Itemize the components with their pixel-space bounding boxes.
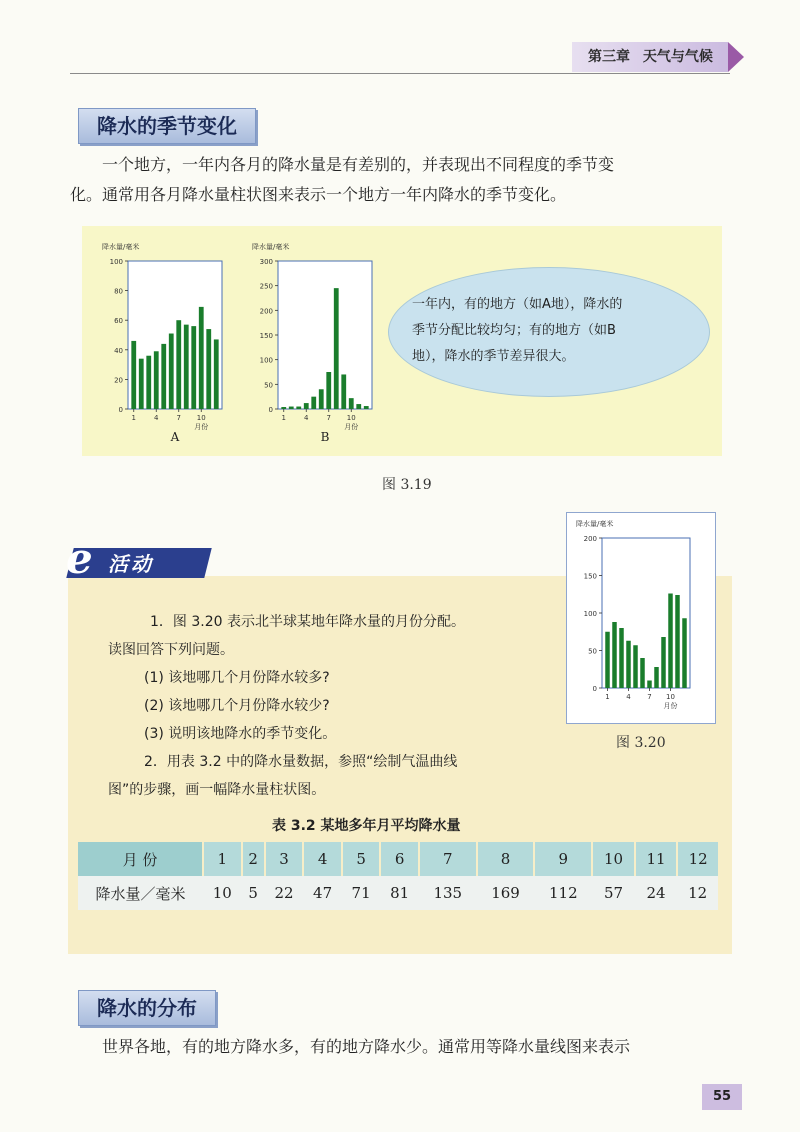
table-value: 81	[380, 876, 419, 910]
figure-319-charts	[82, 226, 382, 456]
bar	[675, 595, 679, 688]
table-value: 10	[203, 876, 242, 910]
x-axis-label: 月份	[344, 423, 359, 431]
q2-line2: 图”的步骤，画一幅降水量柱状图。	[108, 782, 326, 798]
activity-label: 活动	[108, 552, 154, 576]
note-line-3: 地），降水的季节差异很大。	[412, 349, 575, 364]
x-tick-label: 10	[666, 693, 675, 701]
y-tick-label: 100	[259, 356, 273, 365]
table-header-label: 月 份	[78, 842, 203, 876]
bar	[214, 339, 219, 409]
bar	[326, 372, 331, 409]
bar	[191, 326, 196, 409]
table-month: 5	[342, 842, 381, 876]
bar	[206, 329, 211, 409]
bar	[311, 397, 316, 409]
bar	[640, 658, 644, 688]
x-tick-label: 1	[605, 693, 610, 701]
note-text	[412, 292, 692, 370]
x-tick-label: 7	[326, 414, 331, 422]
y-tick-label: 0	[118, 406, 123, 414]
table-month: 8	[477, 842, 535, 876]
chart-b	[252, 242, 372, 444]
bar	[612, 622, 616, 688]
chapter-number: 第三章	[588, 49, 630, 65]
table-month: 4	[303, 842, 342, 876]
y-tick-label: 150	[583, 572, 597, 581]
y-tick-label: 20	[114, 376, 123, 385]
table-title: 表 3.2 某地多年月平均降水量	[272, 818, 461, 834]
figure-320-caption: 图 3.20	[616, 735, 666, 751]
chart-a	[102, 242, 222, 444]
bar	[619, 628, 623, 688]
chapter-title: 天气与气候	[642, 49, 713, 65]
bar	[146, 356, 151, 409]
table-value: 135	[419, 876, 477, 910]
chapter-tab	[572, 42, 728, 72]
section2-paragraph	[70, 1032, 750, 1062]
q1a: (1) 该地哪几个月份降水较多?	[144, 670, 330, 686]
section1-para-line1: 一个地方，一年内各月的降水量是有差别的，并表现出不同程度的季节变	[102, 155, 615, 174]
chapter-arrow-icon	[728, 42, 744, 72]
page-number: 55	[702, 1084, 742, 1110]
figure-320-chart	[566, 512, 714, 722]
table-value: 57	[592, 876, 635, 910]
section2-para-line1: 世界各地，有的地方降水多，有的地方降水少。通常用等降水量线图来表示	[102, 1037, 631, 1056]
y-tick-label: 50	[264, 381, 273, 390]
x-tick-label: 7	[647, 693, 652, 701]
table-month: 3	[265, 842, 304, 876]
y-tick-label: 250	[259, 282, 273, 291]
table-value: 112	[534, 876, 592, 910]
table-month: 6	[380, 842, 419, 876]
chart-320	[576, 519, 690, 710]
section1-para-line2: 化。通常用各月降水量柱状图来表示一个地方一年内降水的季节变化。	[70, 185, 567, 204]
table-value: 5	[242, 876, 265, 910]
bar	[319, 389, 324, 409]
x-tick-label: 4	[626, 693, 631, 701]
table-value: 47	[303, 876, 342, 910]
y-tick-label: 0	[268, 406, 273, 414]
q1-line2: 读图回答下列问题。	[108, 642, 234, 658]
x-axis-label: 月份	[663, 702, 678, 710]
table-month: 7	[419, 842, 477, 876]
table-row-label: 降水量／毫米	[78, 876, 203, 910]
note-line-1: 一年内，有的地方（如A地），降水的	[412, 297, 623, 312]
section1-paragraph	[70, 150, 740, 210]
y-tick-label: 100	[583, 610, 597, 618]
table-value: 169	[477, 876, 535, 910]
section-title-distribution: 降水的分布	[78, 990, 216, 1026]
bar	[281, 407, 286, 409]
y-tick-label: 0	[592, 685, 597, 693]
chart-frame	[278, 261, 372, 409]
chart-label: A	[170, 430, 180, 444]
precipitation-table	[78, 842, 718, 910]
bar	[356, 404, 361, 409]
bar	[661, 637, 665, 688]
q2-line1: 2．用表 3.2 中的降水量数据，参照“绘制气温曲线	[144, 754, 458, 770]
table-value: 24	[635, 876, 678, 910]
chart-label: B	[320, 430, 330, 444]
y-axis-label: 降水量/毫米	[252, 243, 290, 251]
bar	[654, 667, 658, 688]
table-month: 10	[592, 842, 635, 876]
table-value-row	[78, 876, 718, 910]
x-axis-label: 月份	[194, 423, 209, 431]
y-tick-label: 80	[114, 287, 123, 296]
x-tick-label: 1	[131, 414, 136, 422]
bar	[199, 307, 204, 409]
y-tick-label: 50	[588, 647, 597, 656]
bar	[296, 407, 301, 409]
header-rule	[70, 73, 730, 74]
table-header-row	[78, 842, 718, 876]
x-tick-label: 7	[176, 414, 181, 422]
x-tick-label: 4	[304, 414, 309, 422]
y-axis-label: 降水量/毫米	[576, 520, 614, 528]
bar	[184, 325, 189, 409]
bar	[169, 334, 174, 409]
bar	[605, 632, 609, 688]
bar	[668, 594, 672, 689]
x-tick-label: 10	[196, 414, 206, 422]
y-tick-label: 300	[259, 258, 273, 266]
bar	[161, 344, 166, 409]
y-tick-label: 60	[114, 317, 123, 326]
bar	[304, 403, 309, 409]
y-tick-label: 200	[583, 535, 597, 543]
table-month: 11	[635, 842, 678, 876]
figure-319-caption: 图 3.19	[382, 477, 432, 493]
y-tick-label: 150	[259, 332, 273, 340]
table-month: 9	[534, 842, 592, 876]
activity-questions	[108, 608, 548, 804]
bar	[131, 341, 136, 409]
q1-line1: 1．图 3.20 表示北半球某地年降水量的月份分配。	[150, 614, 465, 630]
bar	[176, 320, 181, 409]
section-title-seasonal: 降水的季节变化	[78, 108, 256, 144]
table-month: 1	[203, 842, 242, 876]
activity-e-icon: e	[66, 534, 93, 583]
y-tick-label: 200	[259, 307, 273, 316]
bar	[154, 351, 159, 409]
x-tick-label: 1	[281, 414, 286, 422]
table-value: 71	[342, 876, 381, 910]
q1b: (2) 该地哪几个月份降水较少?	[144, 698, 330, 714]
bar	[364, 406, 369, 409]
y-axis-label: 降水量/毫米	[102, 243, 140, 251]
q1c: (3) 说明该地降水的季节变化。	[144, 726, 337, 742]
table-value: 12	[677, 876, 718, 910]
bar	[334, 288, 339, 409]
table-month: 12	[677, 842, 718, 876]
bar	[626, 641, 630, 688]
bar	[647, 681, 651, 689]
table-value: 22	[265, 876, 304, 910]
table-month: 2	[242, 842, 265, 876]
bar	[289, 407, 294, 409]
bar	[349, 398, 354, 409]
y-tick-label: 40	[114, 346, 123, 355]
bar	[139, 359, 144, 409]
x-tick-label: 10	[346, 414, 356, 422]
bar	[341, 374, 346, 409]
y-tick-label: 100	[109, 258, 123, 266]
x-tick-label: 4	[154, 414, 159, 422]
bar	[633, 645, 637, 688]
bar	[682, 618, 686, 688]
note-line-2: 季节分配比较均匀；有的地方（如B	[412, 323, 616, 338]
